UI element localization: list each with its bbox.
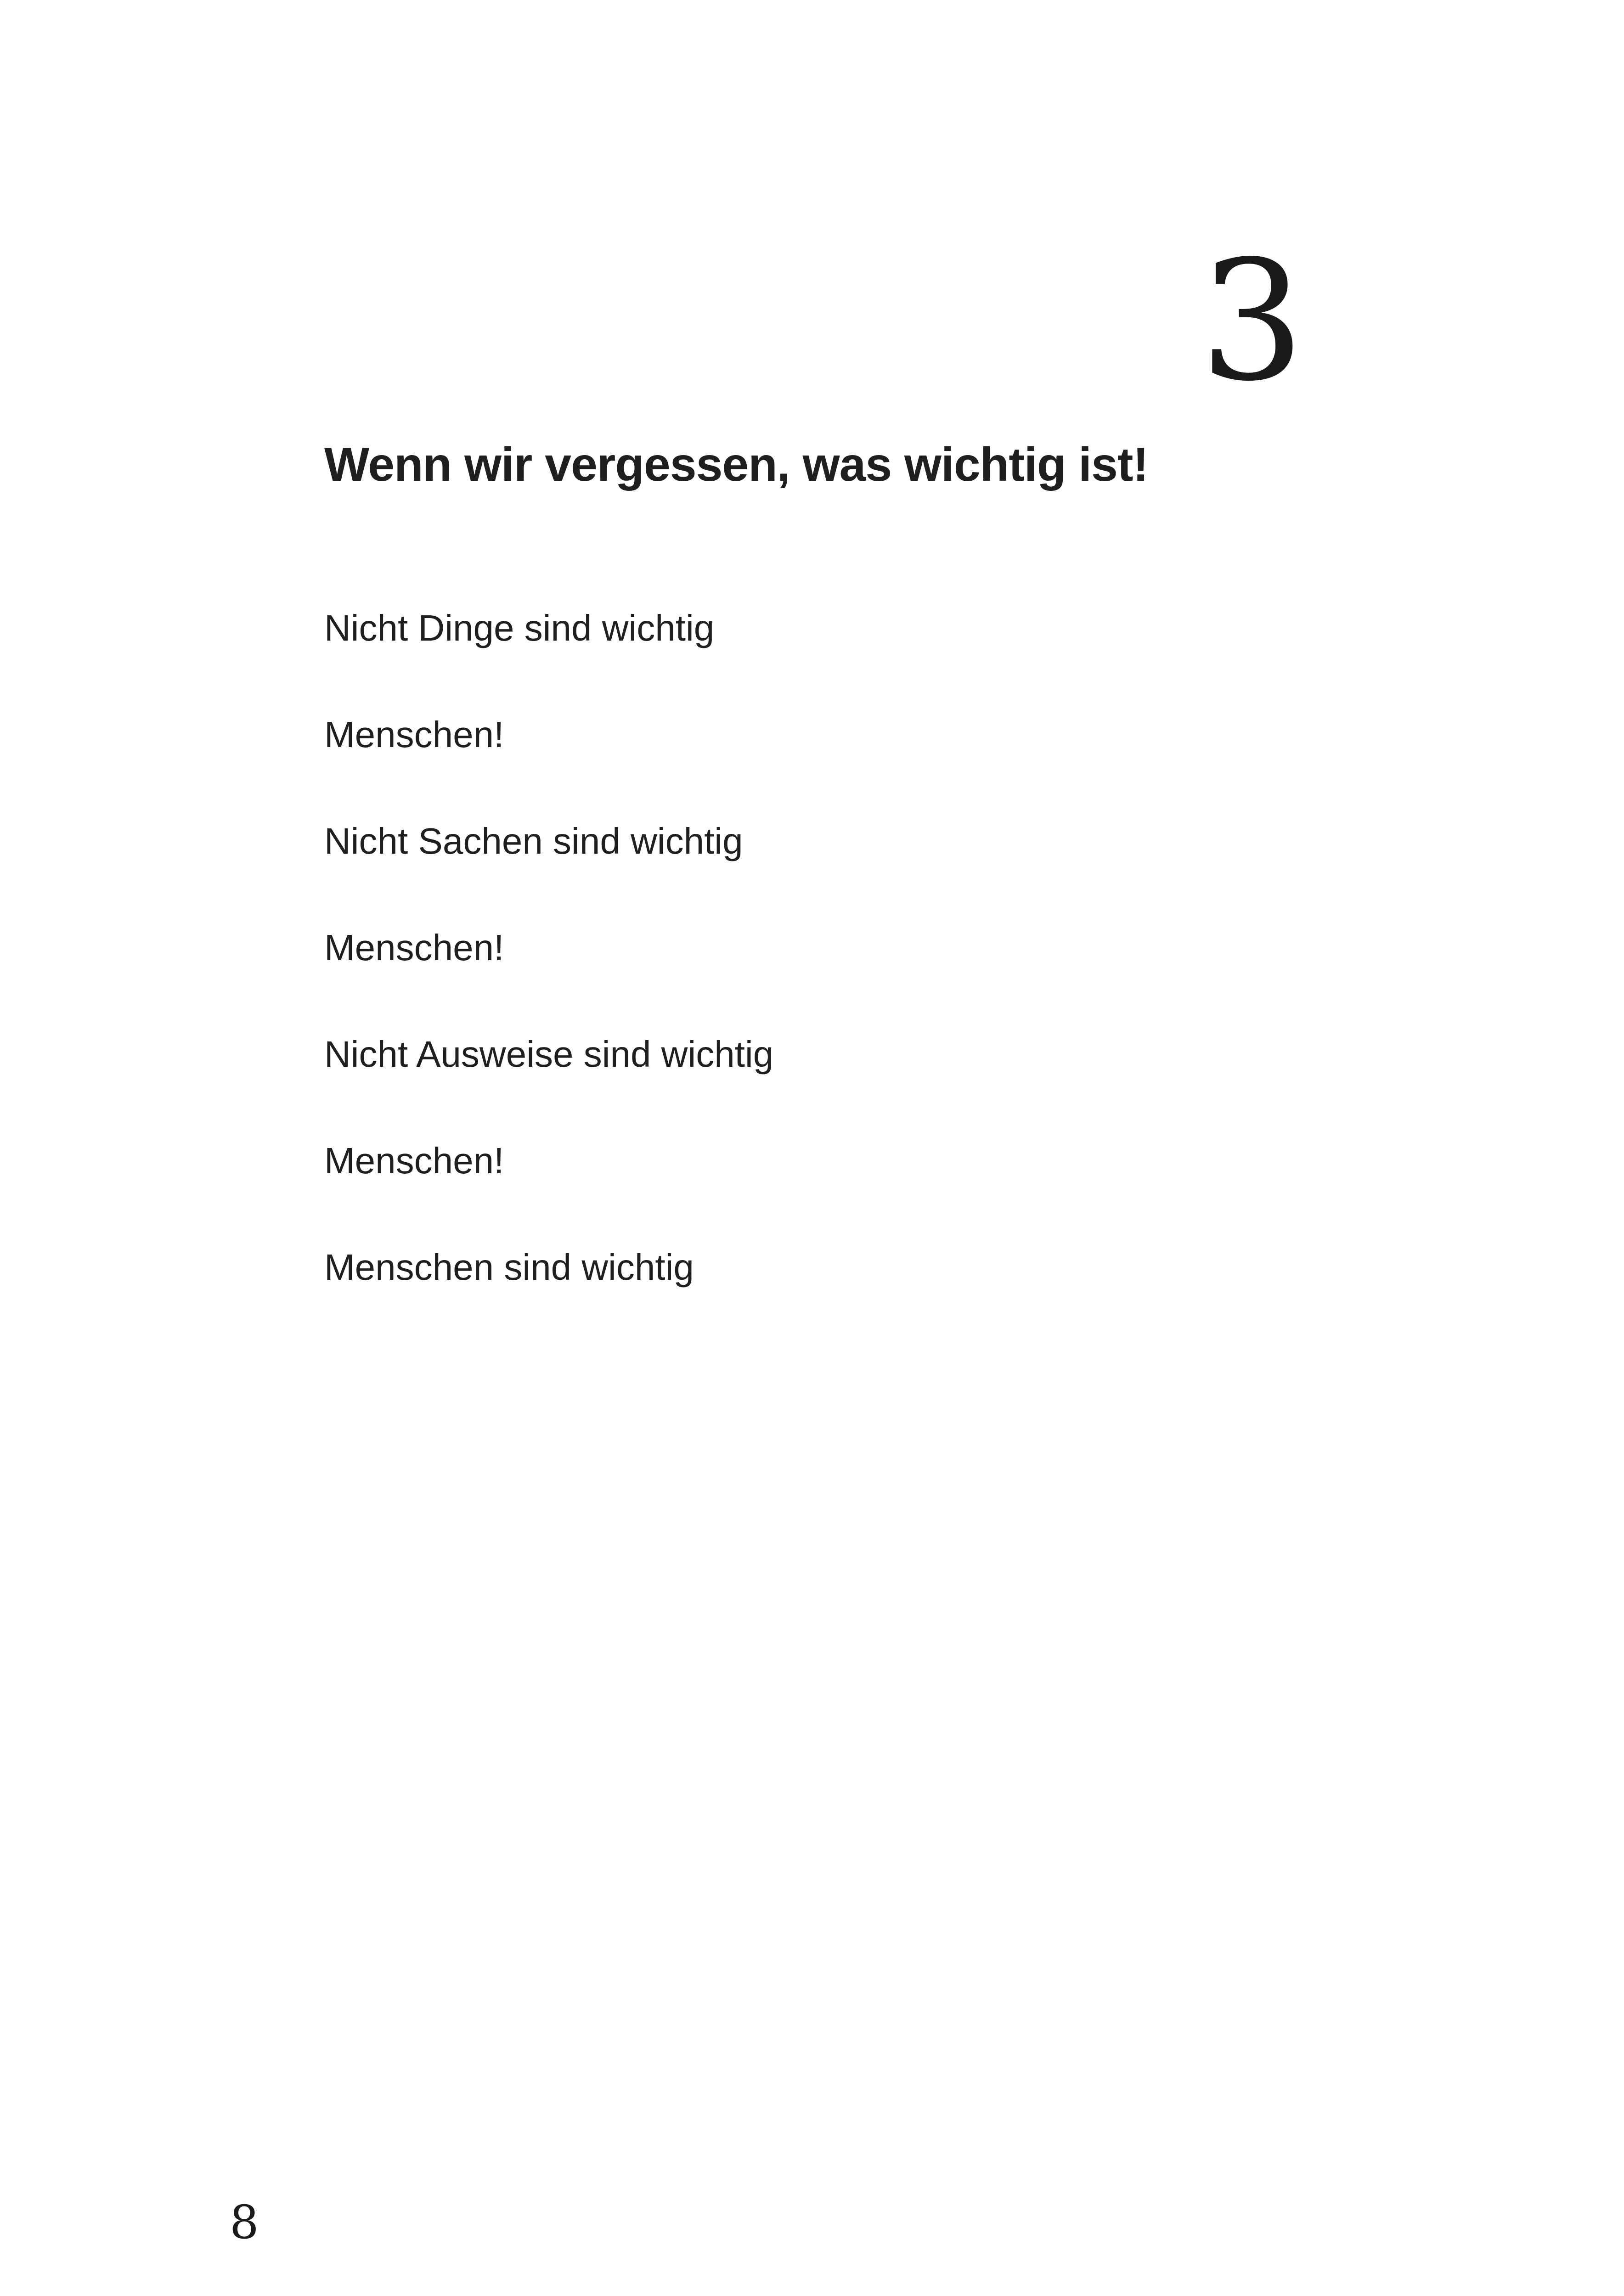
poem-line: Menschen! bbox=[324, 927, 504, 968]
chapter-number: 3 bbox=[1199, 225, 1305, 417]
poem-line: Menschen! bbox=[324, 1140, 504, 1181]
poem-line: Menschen! bbox=[324, 714, 504, 755]
poem-line: Nicht Dinge sind wichtig bbox=[324, 608, 715, 648]
poem-body bbox=[324, 606, 773, 1352]
poem-line: Menschen sind wichtig bbox=[324, 1247, 694, 1288]
poem-line: Nicht Ausweise sind wichtig bbox=[324, 1034, 774, 1075]
poem-line: Nicht Sachen sind wichtig bbox=[324, 821, 743, 861]
poem-title: Wenn wir vergessen, was wichtig ist! bbox=[324, 438, 1149, 491]
page-number: 8 bbox=[230, 2195, 259, 2249]
